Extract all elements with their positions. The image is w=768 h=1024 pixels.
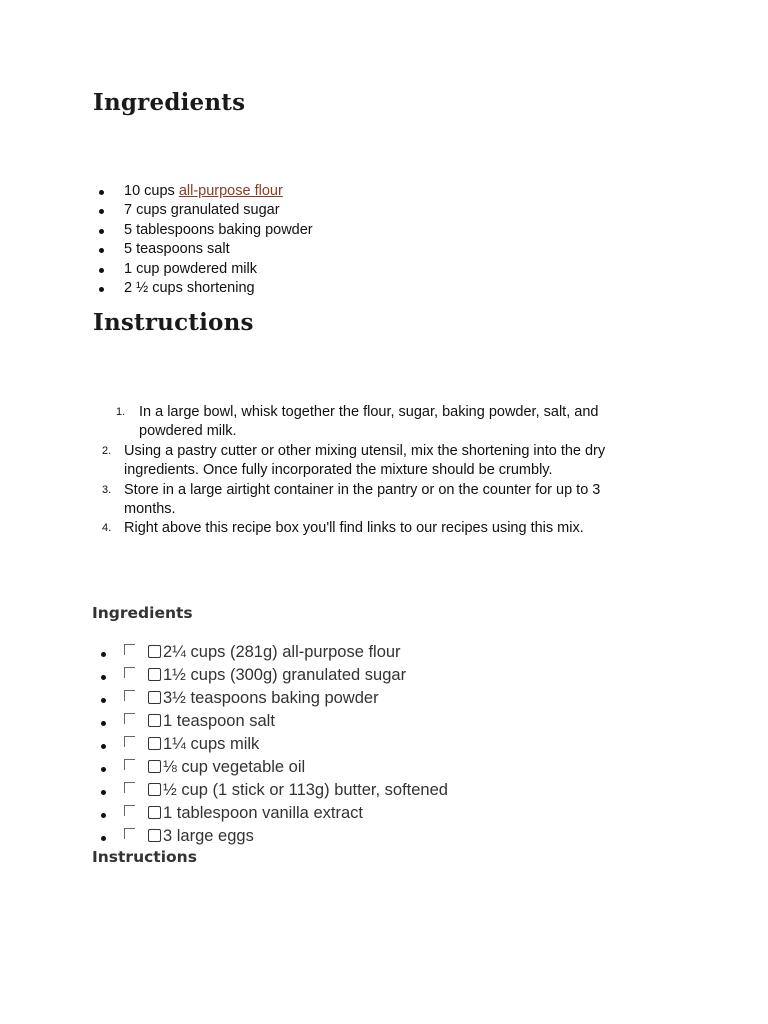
bullet-icon — [101, 721, 106, 726]
step-text: Store in a large airtight container in the pantry or on the counter for up to 3 months. — [124, 481, 601, 518]
ingredient-text: 5 teaspoons salt — [124, 241, 230, 258]
instruction-step — [0, 442, 644, 481]
bullet-icon — [99, 229, 104, 234]
step-number: 2. — [102, 444, 112, 457]
bullet-icon — [101, 767, 106, 772]
list-item — [0, 779, 448, 802]
checkbox[interactable] — [124, 736, 135, 747]
checkbox-icon — [148, 760, 161, 773]
checkbox[interactable] — [124, 644, 135, 655]
checkbox[interactable] — [124, 759, 135, 770]
ingredient-text: 3 large eggs — [163, 827, 254, 845]
bullet-icon — [99, 248, 104, 253]
list-item — [0, 802, 448, 825]
list-item — [0, 825, 448, 848]
instruction-step — [0, 519, 644, 538]
ingredient-prefix: 10 cups — [124, 183, 179, 199]
bullet-icon — [99, 190, 104, 195]
step-text: Using a pastry cutter or other mixing utensil, mix the shortening into the dry ingredients. Once fully incorporated the mixture should be crumbly. — [124, 442, 606, 479]
ingredient-text: 1 tablespoon vanilla extract — [163, 804, 363, 822]
ingredient-text: ⅛ cup vegetable oil — [163, 758, 306, 776]
checkbox-icon — [148, 829, 161, 842]
ingredient-text: 3½ teaspoons baking powder — [163, 689, 379, 707]
bullet-icon — [101, 744, 106, 749]
checkbox[interactable] — [124, 782, 135, 793]
checkbox[interactable] — [124, 667, 135, 678]
bullet-icon — [101, 813, 106, 818]
bullet-icon — [101, 652, 106, 657]
ingredient-text: 1 cup powdered milk — [124, 260, 257, 277]
ingredient-text: 1 teaspoon salt — [163, 712, 275, 730]
instructions-subheading: Instructions — [92, 848, 197, 866]
list-item — [0, 687, 448, 710]
ingredients-checklist — [0, 641, 448, 848]
list-item — [0, 641, 448, 664]
instruction-step — [0, 481, 644, 520]
instruction-step — [0, 403, 639, 442]
list-item — [0, 221, 313, 240]
checkbox-icon — [148, 806, 161, 819]
bullet-icon — [101, 675, 106, 680]
ingredient-text: 1¼ cups milk — [163, 735, 260, 753]
bullet-icon — [99, 209, 104, 214]
checkbox-icon — [148, 668, 161, 681]
list-item — [0, 279, 313, 298]
ingredient-text: 1½ cups (300g) granulated sugar — [163, 666, 407, 684]
bullet-icon — [101, 836, 106, 841]
ingredient-text: 2 ½ cups shortening — [124, 279, 255, 296]
checkbox-icon — [148, 714, 161, 727]
list-item — [0, 710, 448, 733]
list-item — [0, 733, 448, 756]
list-item — [0, 756, 448, 779]
list-item — [0, 201, 313, 220]
ingredient-text: 2¼ cups (281g) all-purpose flour — [163, 643, 401, 661]
ingredients-subheading: Ingredients — [92, 604, 193, 622]
step-number: 3. — [102, 483, 112, 496]
bullet-icon — [101, 698, 106, 703]
step-text: In a large bowl, whisk together the flour, sugar, baking powder, salt, and powdered milk. — [139, 404, 599, 440]
bullet-icon — [99, 287, 104, 292]
list-item — [0, 260, 313, 279]
checkbox[interactable] — [124, 805, 135, 816]
instructions-heading: Instructions — [93, 309, 254, 336]
checkbox[interactable] — [124, 828, 135, 839]
ingredient-text: 7 cups granulated sugar — [124, 202, 280, 219]
step-number: 1. — [116, 406, 126, 418]
checkbox[interactable] — [124, 690, 135, 701]
list-item — [0, 182, 313, 201]
checkbox-icon — [148, 691, 161, 704]
ingredient-text: 5 tablespoons baking powder — [124, 221, 313, 238]
all-purpose-flour-link[interactable]: all-purpose flour — [178, 183, 283, 199]
list-item — [0, 240, 313, 259]
ingredient-text: ½ cup (1 stick or 113g) butter, softened — [163, 781, 448, 799]
checkbox[interactable] — [124, 713, 135, 724]
list-item — [0, 664, 448, 687]
bullet-icon — [101, 790, 106, 795]
ingredients-list — [0, 182, 313, 298]
checkbox-icon — [148, 645, 161, 658]
step-number: 4. — [102, 522, 112, 535]
step-text: Right above this recipe box you'll find links to our recipes using this mix. — [124, 520, 584, 537]
checkbox-icon — [148, 737, 161, 750]
ingredients-heading: Ingredients — [93, 89, 246, 116]
instructions-list — [0, 403, 700, 539]
bullet-icon — [99, 268, 104, 273]
checkbox-icon — [148, 783, 161, 796]
